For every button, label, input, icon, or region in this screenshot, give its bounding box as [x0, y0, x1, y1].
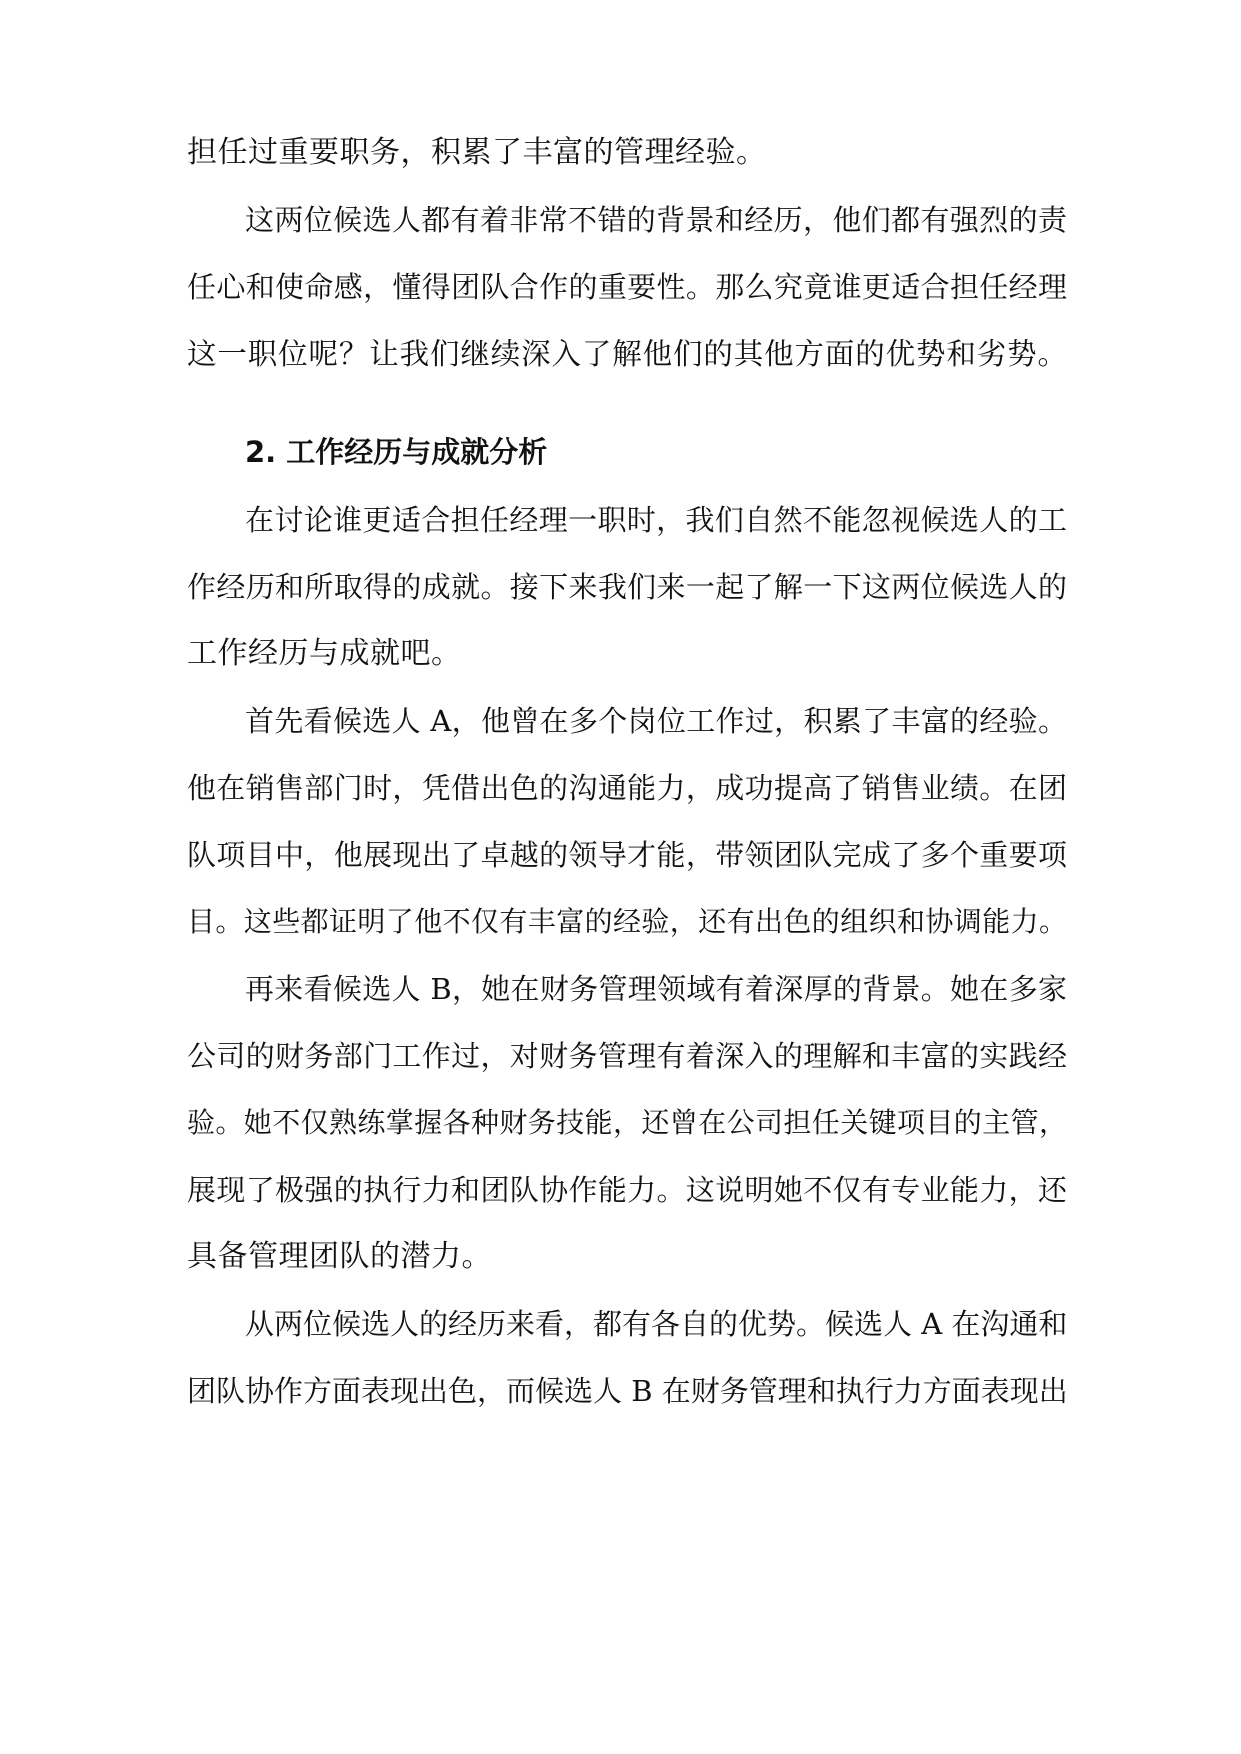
paragraph-line: 首先看候选人 A，他曾在多个岗位工作过，积累了丰富的经验。	[245, 704, 1067, 738]
paragraph-line: 展现了极强的执行力和团队协作能力。这说明她不仅有专业能力，还	[187, 1173, 1067, 1207]
paragraph-line: 公司的财务部门工作过，对财务管理有着深入的理解和丰富的实践经	[187, 1039, 1067, 1073]
paragraph-line: 在讨论谁更适合担任经理一职时，我们自然不能忽视候选人的工	[245, 503, 1067, 537]
paragraph-line: 担任过重要职务，积累了丰富的管理经验。	[187, 135, 767, 170]
paragraph-line: 任心和使命感，懂得团队合作的重要性。那么究竟谁更适合担任经理	[187, 270, 1067, 304]
paragraph-line: 再来看候选人 B，她在财务管理领域有着深厚的背景。她在多家	[245, 972, 1067, 1006]
paragraph-line: 这一职位呢？让我们继续深入了解他们的其他方面的优势和劣势。	[187, 337, 1067, 371]
paragraph-line: 目。这些都证明了他不仅有丰富的经验，还有出色的组织和协调能力。	[187, 905, 1067, 938]
section-heading: 2. 工作经历与成就分析	[245, 435, 548, 469]
paragraph-line: 具备管理团队的潜力。	[187, 1239, 492, 1274]
paragraph-line: 工作经历与成就吧。	[187, 636, 462, 671]
paragraph-line: 这两位候选人都有着非常不错的背景和经历，他们都有强烈的责	[245, 203, 1067, 237]
paragraph-line: 作经历和所取得的成就。接下来我们来一起了解一下这两位候选人的	[187, 570, 1067, 604]
paragraph-line: 队项目中，他展现出了卓越的领导才能，带领团队完成了多个重要项	[187, 838, 1067, 872]
paragraph-line: 团队协作方面表现出色，而候选人 B 在财务管理和执行力方面表现出	[187, 1374, 1068, 1408]
paragraph-line: 他在销售部门时，凭借出色的沟通能力，成功提高了销售业绩。在团	[187, 771, 1067, 805]
paragraph-line: 验。她不仅熟练掌握各种财务技能，还曾在公司担任关键项目的主管，	[187, 1106, 1067, 1139]
paragraph-line: 从两位候选人的经历来看，都有各自的优势。候选人 A 在沟通和	[245, 1307, 1068, 1341]
